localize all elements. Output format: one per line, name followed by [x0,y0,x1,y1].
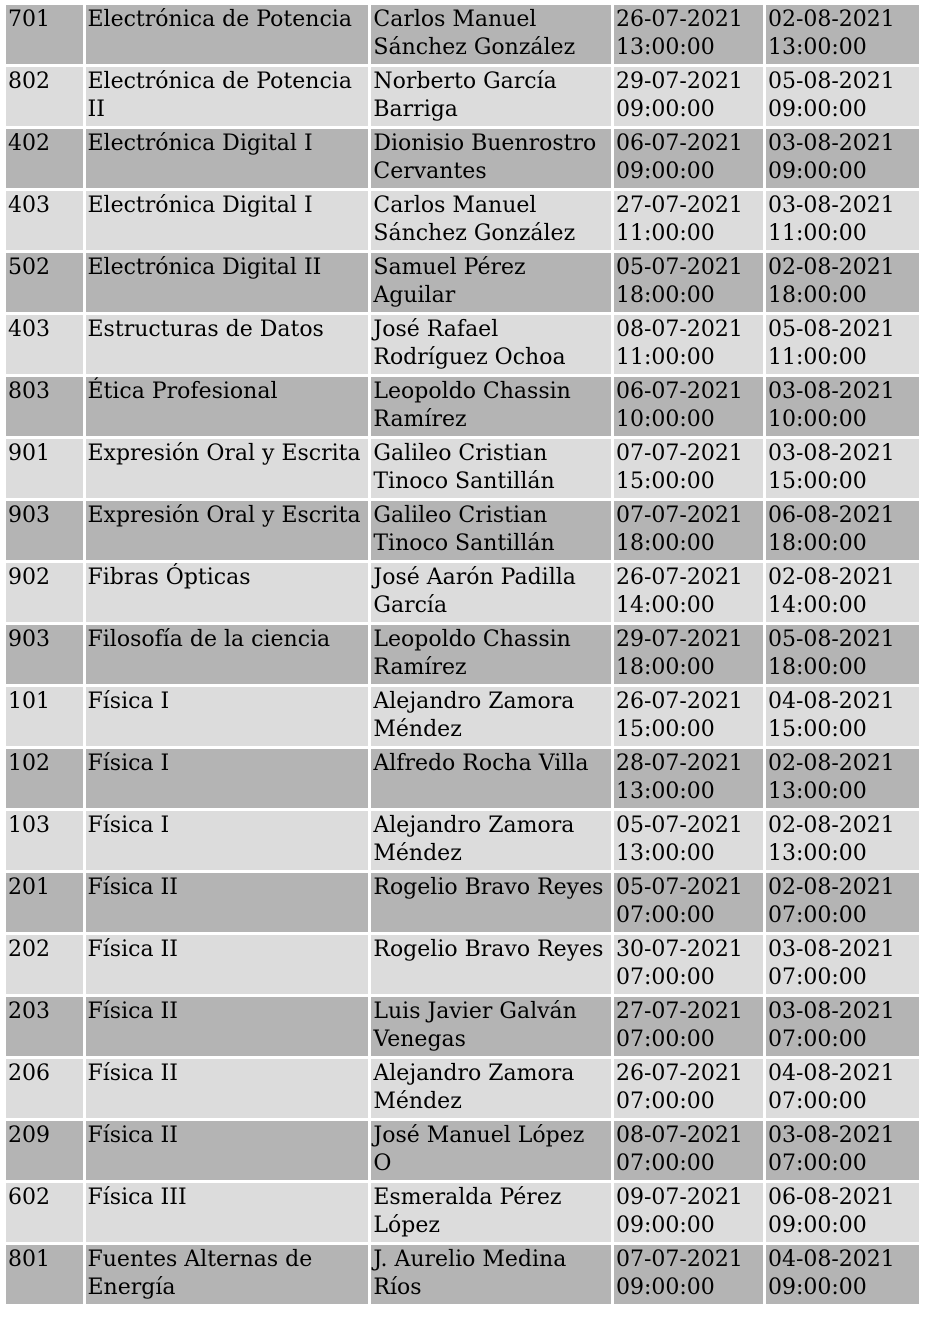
start-date-cell: 26-07-2021 15:00:00 [614,687,763,746]
group-cell: 102 [6,749,83,808]
end-date-cell: 02-08-2021 07:00:00 [766,873,919,932]
start-date-cell: 08-07-2021 11:00:00 [614,315,763,374]
subject-cell: Filosofía de la ciencia [86,625,369,684]
teacher-cell: Alejandro Zamora Méndez [371,687,611,746]
start-date-cell: 05-07-2021 07:00:00 [614,873,763,932]
teacher-cell: José Aarón Padilla García [371,563,611,622]
group-cell: 902 [6,563,83,622]
teacher-cell: Rogelio Bravo Reyes [371,935,611,994]
end-date-cell: 04-08-2021 09:00:00 [766,1245,919,1304]
end-date-cell: 06-08-2021 09:00:00 [766,1183,919,1242]
end-date-cell: 03-08-2021 09:00:00 [766,129,919,188]
table-row [6,191,919,250]
teacher-cell: Samuel Pérez Aguilar [371,253,611,312]
table-row [6,997,919,1056]
teacher-cell: Leopoldo Chassin Ramírez [371,377,611,436]
subject-cell: Fuentes Alternas de Energía [86,1245,369,1304]
group-cell: 903 [6,501,83,560]
subject-cell: Física I [86,687,369,746]
group-cell: 803 [6,377,83,436]
table-row [6,501,919,560]
teacher-cell: Esmeralda Pérez López [371,1183,611,1242]
teacher-cell: Alfredo Rocha Villa [371,749,611,808]
group-cell: 209 [6,1121,83,1180]
end-date-cell: 03-08-2021 07:00:00 [766,997,919,1056]
table-row [6,439,919,498]
end-date-cell: 06-08-2021 18:00:00 [766,501,919,560]
table-row [6,935,919,994]
teacher-cell: José Manuel López O [371,1121,611,1180]
group-cell: 203 [6,997,83,1056]
subject-cell: Electrónica de Potencia [86,5,369,64]
end-date-cell: 02-08-2021 13:00:00 [766,749,919,808]
end-date-cell: 05-08-2021 18:00:00 [766,625,919,684]
teacher-cell: Norberto García Barriga [371,67,611,126]
teacher-cell: Rogelio Bravo Reyes [371,873,611,932]
table-row [6,1183,919,1242]
teacher-cell: Alejandro Zamora Méndez [371,1059,611,1118]
subject-cell: Electrónica Digital II [86,253,369,312]
table-row [6,563,919,622]
group-cell: 903 [6,625,83,684]
start-date-cell: 07-07-2021 18:00:00 [614,501,763,560]
start-date-cell: 07-07-2021 15:00:00 [614,439,763,498]
start-date-cell: 28-07-2021 13:00:00 [614,749,763,808]
table-row [6,1245,919,1304]
teacher-cell: J. Aurelio Medina Ríos [371,1245,611,1304]
start-date-cell: 29-07-2021 18:00:00 [614,625,763,684]
subject-cell: Física II [86,873,369,932]
teacher-cell: Carlos Manuel Sánchez González [371,191,611,250]
end-date-cell: 02-08-2021 18:00:00 [766,253,919,312]
teacher-cell: Carlos Manuel Sánchez González [371,5,611,64]
group-cell: 901 [6,439,83,498]
table-row [6,1121,919,1180]
table-row [6,625,919,684]
end-date-cell: 03-08-2021 07:00:00 [766,935,919,994]
group-cell: 103 [6,811,83,870]
end-date-cell: 02-08-2021 13:00:00 [766,5,919,64]
subject-cell: Electrónica Digital I [86,191,369,250]
group-cell: 802 [6,67,83,126]
teacher-cell: Dionisio Buenrostro Cervantes [371,129,611,188]
end-date-cell: 02-08-2021 14:00:00 [766,563,919,622]
start-date-cell: 07-07-2021 09:00:00 [614,1245,763,1304]
table-row [6,687,919,746]
start-date-cell: 05-07-2021 13:00:00 [614,811,763,870]
subject-cell: Electrónica de Potencia II [86,67,369,126]
start-date-cell: 26-07-2021 07:00:00 [614,1059,763,1118]
schedule-table-body [6,5,919,1304]
end-date-cell: 02-08-2021 13:00:00 [766,811,919,870]
start-date-cell: 30-07-2021 07:00:00 [614,935,763,994]
table-row [6,5,919,64]
table-row [6,67,919,126]
end-date-cell: 05-08-2021 11:00:00 [766,315,919,374]
start-date-cell: 27-07-2021 07:00:00 [614,997,763,1056]
end-date-cell: 03-08-2021 11:00:00 [766,191,919,250]
start-date-cell: 29-07-2021 09:00:00 [614,67,763,126]
subject-cell: Física II [86,1121,369,1180]
table-row [6,1059,919,1118]
subject-cell: Física II [86,997,369,1056]
subject-cell: Física III [86,1183,369,1242]
subject-cell: Estructuras de Datos [86,315,369,374]
table-row [6,129,919,188]
teacher-cell: Alejandro Zamora Méndez [371,811,611,870]
schedule-table [3,2,922,1307]
subject-cell: Física II [86,935,369,994]
teacher-cell: Leopoldo Chassin Ramírez [371,625,611,684]
group-cell: 602 [6,1183,83,1242]
start-date-cell: 08-07-2021 07:00:00 [614,1121,763,1180]
start-date-cell: 05-07-2021 18:00:00 [614,253,763,312]
table-row [6,873,919,932]
start-date-cell: 06-07-2021 09:00:00 [614,129,763,188]
table-row [6,315,919,374]
end-date-cell: 03-08-2021 15:00:00 [766,439,919,498]
start-date-cell: 06-07-2021 10:00:00 [614,377,763,436]
table-row [6,253,919,312]
start-date-cell: 27-07-2021 11:00:00 [614,191,763,250]
group-cell: 403 [6,315,83,374]
subject-cell: Física I [86,811,369,870]
table-row [6,811,919,870]
subject-cell: Ética Profesional [86,377,369,436]
teacher-cell: Galileo Cristian Tinoco Santillán [371,439,611,498]
group-cell: 402 [6,129,83,188]
table-row [6,749,919,808]
teacher-cell: Galileo Cristian Tinoco Santillán [371,501,611,560]
group-cell: 801 [6,1245,83,1304]
start-date-cell: 09-07-2021 09:00:00 [614,1183,763,1242]
subject-cell: Física I [86,749,369,808]
group-cell: 202 [6,935,83,994]
table-row [6,377,919,436]
end-date-cell: 03-08-2021 07:00:00 [766,1121,919,1180]
teacher-cell: José Rafael Rodríguez Ochoa [371,315,611,374]
group-cell: 502 [6,253,83,312]
group-cell: 201 [6,873,83,932]
subject-cell: Física II [86,1059,369,1118]
group-cell: 403 [6,191,83,250]
end-date-cell: 04-08-2021 15:00:00 [766,687,919,746]
start-date-cell: 26-07-2021 13:00:00 [614,5,763,64]
end-date-cell: 04-08-2021 07:00:00 [766,1059,919,1118]
subject-cell: Electrónica Digital I [86,129,369,188]
subject-cell: Expresión Oral y Escrita [86,501,369,560]
teacher-cell: Luis Javier Galván Venegas [371,997,611,1056]
subject-cell: Fibras Ópticas [86,563,369,622]
start-date-cell: 26-07-2021 14:00:00 [614,563,763,622]
group-cell: 206 [6,1059,83,1118]
group-cell: 701 [6,5,83,64]
end-date-cell: 05-08-2021 09:00:00 [766,67,919,126]
end-date-cell: 03-08-2021 10:00:00 [766,377,919,436]
group-cell: 101 [6,687,83,746]
subject-cell: Expresión Oral y Escrita [86,439,369,498]
